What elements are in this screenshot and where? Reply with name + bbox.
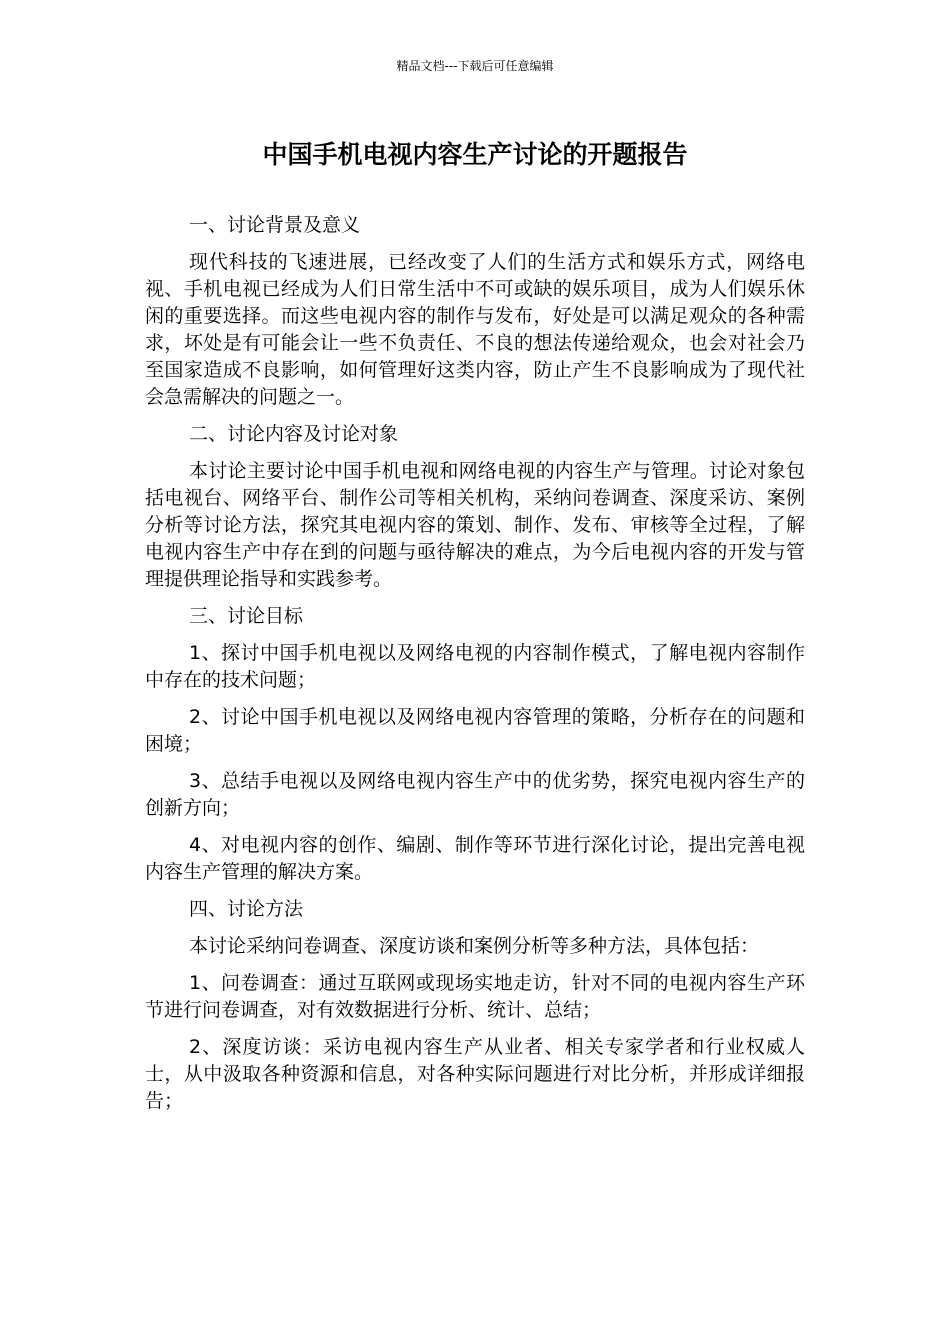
paragraph-content: 本讨论主要讨论中国手机电视和网络电视的内容生产与管理。讨论对象包括电视台、网络平台、制作公司等相关机构，采纳问卷调查、深度采访、案例分析等讨论方法，探究其电视内容的策划、制作、发布、审核等全过程，了解电视内容生产中存在到的问题与亟待解决的难点，为今后电视内容的开发与管理提供理论指导和实践参考。 [145,460,805,590]
section-heading-background: 一、讨论背景及意义 [189,214,361,236]
goal-item: 2、讨论中国手机电视以及网络电视内容管理的策略，分析存在的问题和困境； [145,706,805,755]
section-heading-content: 二、讨论内容及讨论对象 [189,423,399,445]
goal-item: 3、总结手电视以及网络电视内容生产中的优劣势，探究电视内容生产的创新方向； [145,770,805,819]
section-heading-goals: 三、讨论目标 [189,605,304,627]
page-header-note: 精品文档---下载后可任意编辑 [396,59,554,73]
section-heading-methods: 四、讨论方法 [189,898,304,920]
document-body [145,212,805,1125]
document-title: 中国手机电视内容生产讨论的开题报告 [262,140,688,169]
method-item: 1、问卷调查：通过互联网或现场实地走访，针对不同的电视内容生产环节进行问卷调查，对有效数据进行分析、统计、总结； [145,972,805,1021]
goal-item: 1、探讨中国手机电视以及网络电视的内容制作模式，了解电视内容制作中存在的技术问题； [145,642,805,691]
method-item: 2、深度访谈：采访电视内容生产从业者、相关专家学者和行业权威人士，从中汲取各种资源和信息，对各种实际问题进行对比分析，并形成详细报告； [145,1036,805,1112]
paragraph-methods-intro: 本讨论采纳问卷调查、深度访谈和案例分析等多种方法，具体包括： [189,935,760,957]
paragraph-background: 现代科技的飞速进展，已经改变了人们的生活方式和娱乐方式，网络电视、手机电视已经成为人们日常生活中不可或缺的娱乐项目，成为人们娱乐休闲的重要选择。而这些电视内容的制作与发布，好处是可以满足观众的各种需求，坏处是有可能会让一些不负责任、不良的想法传递给观众，也会对社会乃至国家造成不良影响，如何管理好这类内容，防止产生不良影响成为了现代社会急需解决的问题之一。 [145,251,805,408]
goal-item: 4、对电视内容的创作、编剧、制作等环节进行深化讨论，提出完善电视内容生产管理的解决方案。 [145,834,805,883]
